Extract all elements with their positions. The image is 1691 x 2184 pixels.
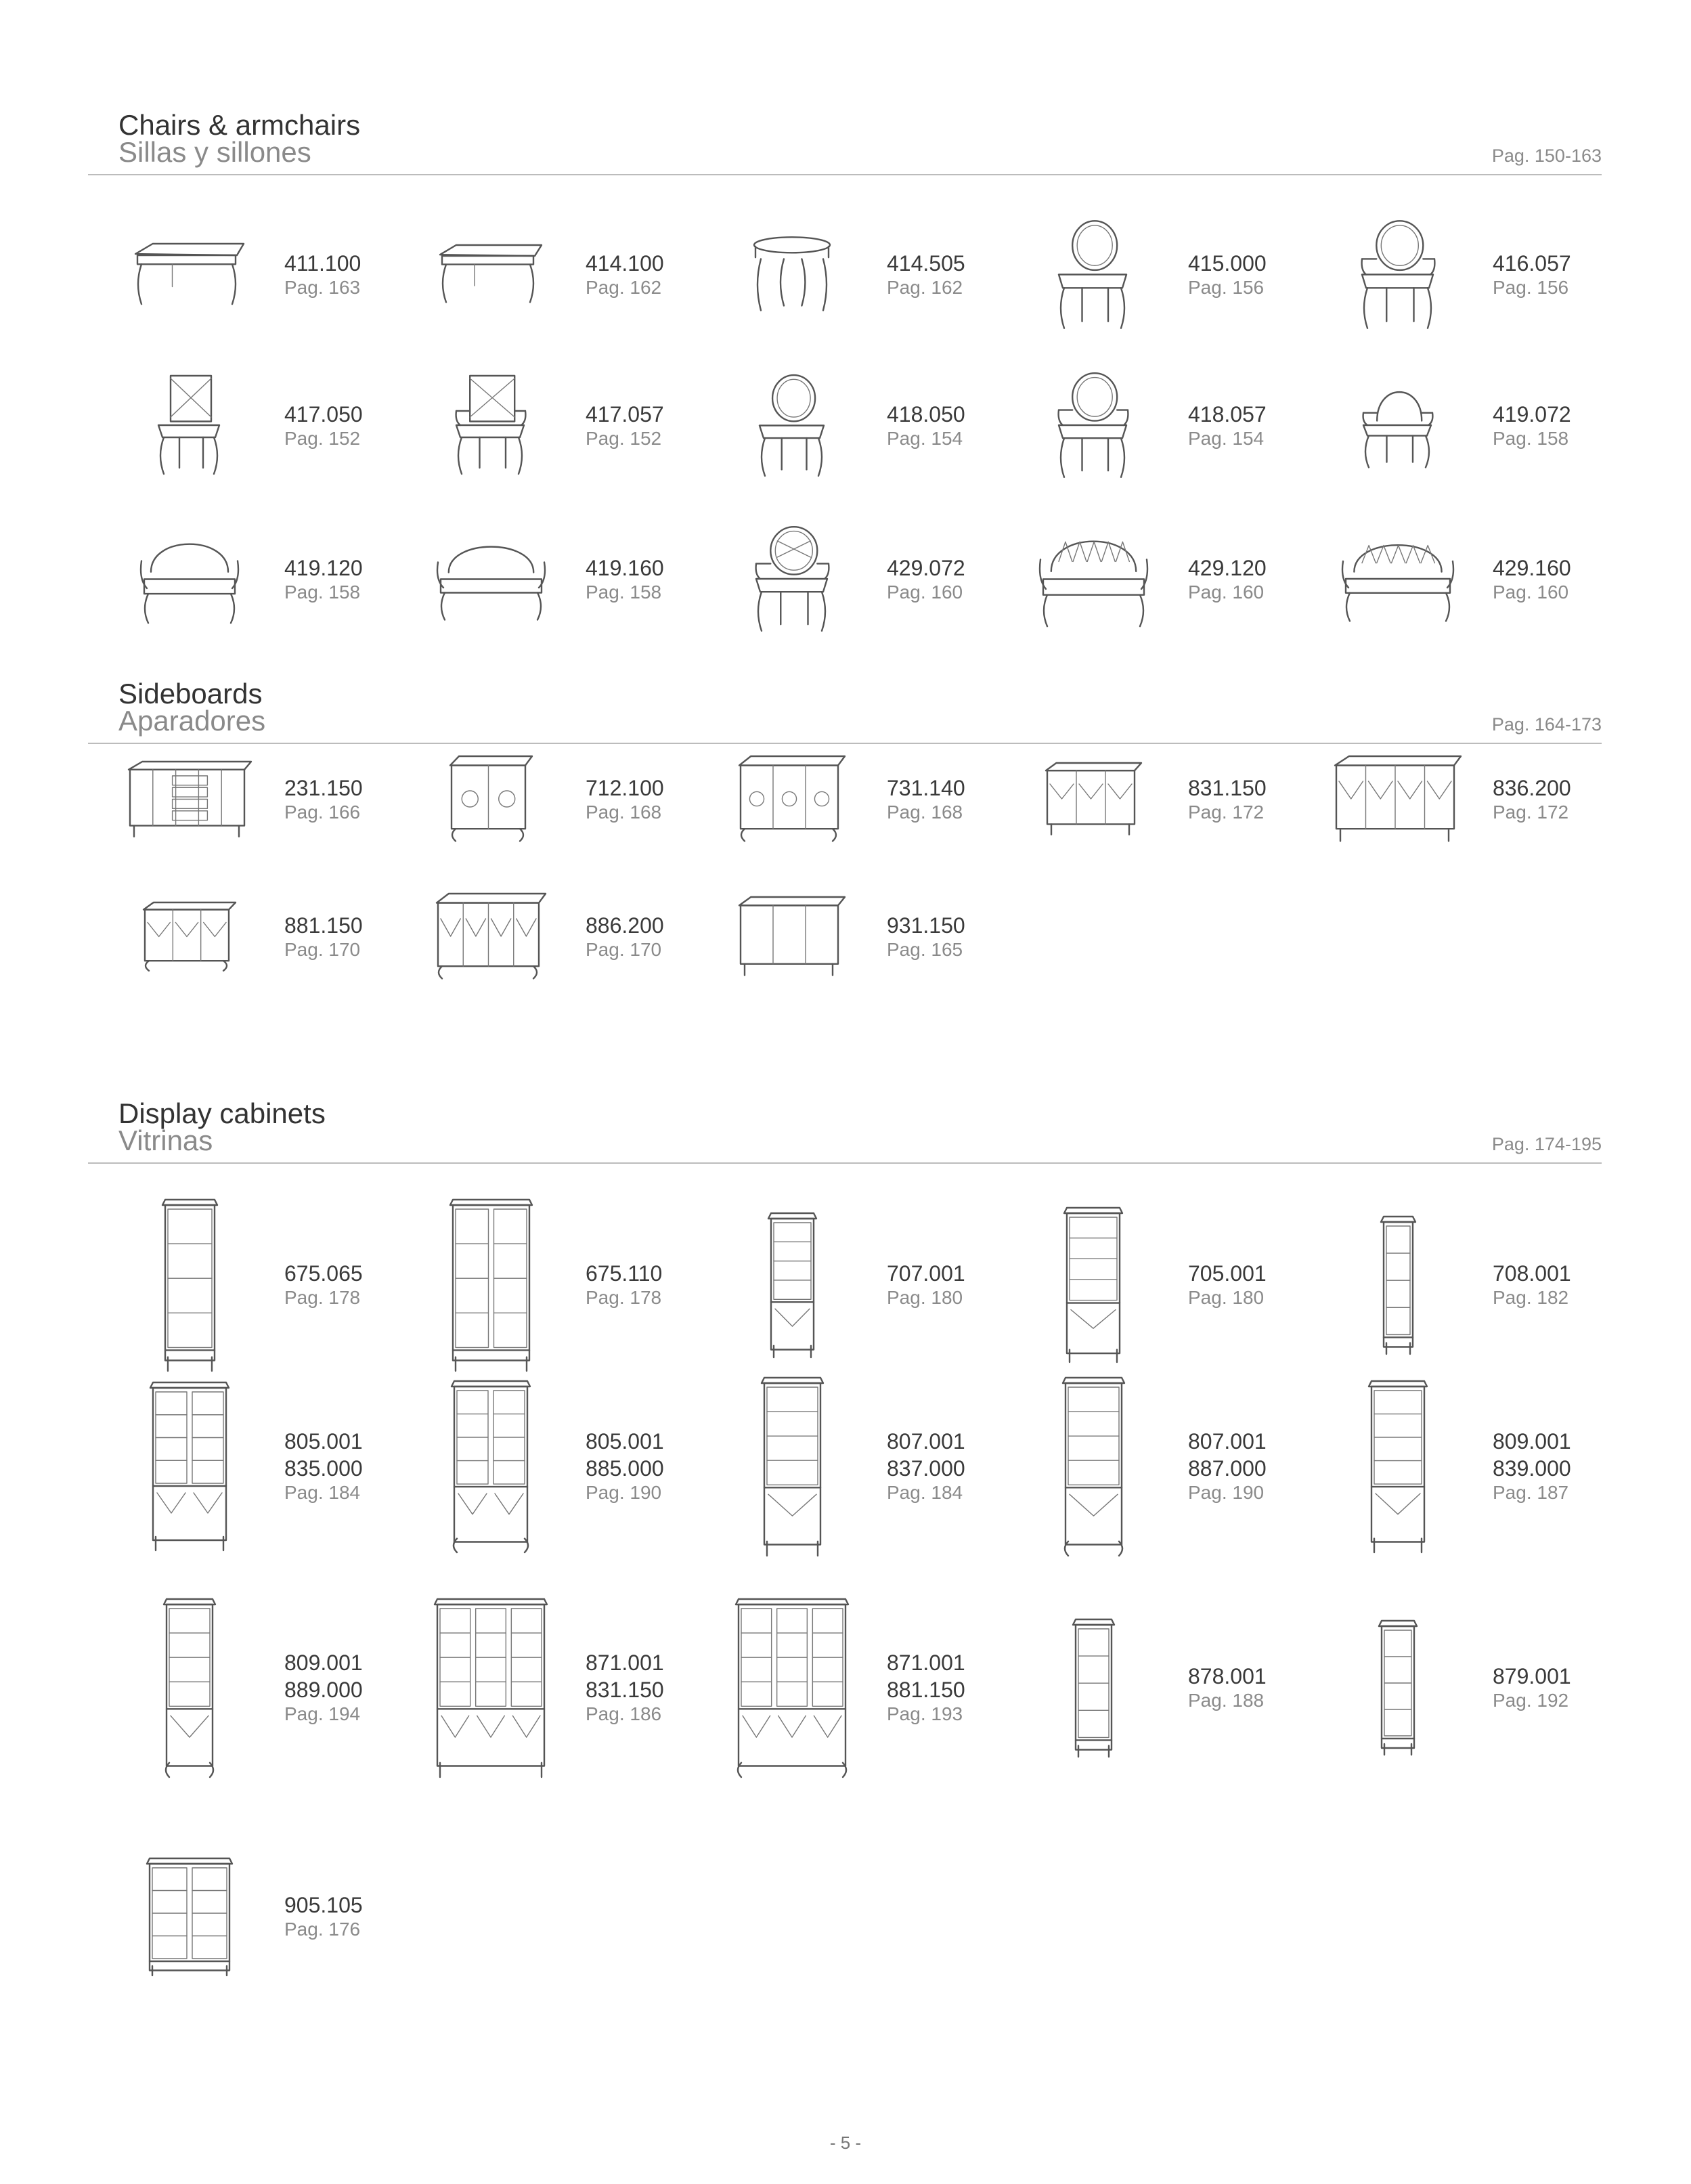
item-page-ref: Pag. 193 bbox=[887, 1703, 963, 1724]
item-page-ref: Pag. 186 bbox=[586, 1703, 662, 1724]
display-cabinet-icon bbox=[734, 1598, 850, 1777]
item-text bbox=[586, 401, 664, 450]
chair-icon bbox=[757, 373, 828, 478]
item-code: 809.001 bbox=[284, 1651, 363, 1675]
item-text bbox=[284, 774, 363, 823]
item-page-ref: Pag. 170 bbox=[284, 939, 361, 960]
item-text bbox=[284, 1649, 363, 1725]
item-page-ref: Pag. 168 bbox=[586, 802, 662, 823]
item-page-ref: Pag. 156 bbox=[1188, 277, 1265, 298]
item-text bbox=[1493, 554, 1571, 603]
section-subtitle: Aparadores bbox=[118, 705, 266, 737]
armchair-icon bbox=[1361, 381, 1435, 469]
item-code: 415.000 bbox=[1188, 251, 1267, 276]
item-page-ref: Pag. 180 bbox=[1188, 1287, 1265, 1308]
item-page-ref: Pag. 152 bbox=[586, 428, 662, 449]
display-cabinet-icon bbox=[1378, 1619, 1418, 1755]
item-text bbox=[586, 1649, 664, 1725]
item-page-ref: Pag. 187 bbox=[1493, 1482, 1569, 1503]
sideboard-icon bbox=[127, 760, 252, 838]
item-text bbox=[1493, 1260, 1571, 1309]
item-text bbox=[887, 250, 965, 299]
item-text bbox=[887, 1428, 965, 1504]
item-code: 871.001 bbox=[887, 1651, 965, 1675]
item-code: 231.150 bbox=[284, 776, 363, 800]
display-cabinet-icon bbox=[162, 1598, 217, 1777]
item-code: 419.120 bbox=[284, 556, 363, 580]
item-code: 831.150 bbox=[1188, 776, 1267, 800]
round-table-icon bbox=[751, 236, 833, 313]
armchair-icon bbox=[1359, 219, 1437, 330]
sideboard-icon bbox=[1334, 755, 1462, 843]
sofa-icon bbox=[139, 533, 240, 625]
table-icon bbox=[437, 244, 545, 305]
item-text bbox=[1188, 250, 1267, 299]
item-code: 731.140 bbox=[887, 776, 965, 800]
item-page-ref: Pag. 178 bbox=[586, 1287, 662, 1308]
display-cabinet-icon bbox=[1061, 1376, 1126, 1556]
item-code: 879.001 bbox=[1493, 1664, 1571, 1688]
item-text bbox=[887, 554, 965, 603]
item-code: 675.110 bbox=[586, 1261, 663, 1286]
item-page-ref: Pag. 160 bbox=[1188, 582, 1265, 603]
section-subtitle: Sillas y sillones bbox=[118, 136, 311, 168]
item-text bbox=[1493, 250, 1571, 299]
item-page-ref: Pag. 154 bbox=[1188, 428, 1265, 449]
item-page-ref: Pag. 156 bbox=[1493, 277, 1569, 298]
item-text bbox=[284, 912, 363, 961]
item-text bbox=[1188, 774, 1267, 823]
cross-back-chair-icon bbox=[156, 374, 223, 476]
item-text bbox=[1188, 1428, 1267, 1504]
sideboard-icon bbox=[435, 892, 547, 980]
item-text bbox=[586, 250, 664, 299]
item-text bbox=[1188, 401, 1267, 450]
item-page-ref: Pag. 188 bbox=[1188, 1690, 1265, 1711]
sideboard-icon bbox=[738, 755, 846, 843]
tufted-armchair-icon bbox=[753, 525, 831, 633]
item-code: 418.057 bbox=[1188, 402, 1267, 427]
tufted-sofa-icon bbox=[1340, 535, 1455, 623]
item-text bbox=[284, 1892, 363, 1940]
display-cabinet-icon bbox=[450, 1380, 531, 1552]
section-page-range: Pag. 150-163 bbox=[1491, 146, 1602, 166]
item-code: 417.050 bbox=[284, 402, 363, 427]
item-text bbox=[284, 250, 361, 299]
display-cabinet-icon bbox=[449, 1198, 533, 1371]
item-code: 419.160 bbox=[586, 556, 664, 580]
sideboard-icon bbox=[142, 901, 237, 972]
section-title: Chairs & armchairs bbox=[118, 109, 361, 141]
item-page-ref: Pag. 168 bbox=[887, 802, 963, 823]
item-page-ref: Pag. 184 bbox=[887, 1482, 963, 1503]
item-code: 416.057 bbox=[1493, 251, 1571, 276]
display-cabinet-icon bbox=[161, 1198, 219, 1371]
item-text bbox=[887, 912, 965, 961]
item-text bbox=[586, 1428, 664, 1504]
item-code: 881.150 bbox=[887, 1678, 965, 1702]
item-code: 805.001 bbox=[284, 1429, 363, 1454]
display-cabinet-icon bbox=[760, 1376, 825, 1556]
item-text bbox=[586, 912, 664, 961]
item-page-ref: Pag. 158 bbox=[284, 582, 361, 603]
section-subtitle: Vitrinas bbox=[118, 1124, 213, 1156]
item-code: 889.000 bbox=[284, 1678, 363, 1702]
item-page-ref: Pag. 178 bbox=[284, 1287, 361, 1308]
item-code: 905.105 bbox=[284, 1893, 363, 1917]
item-text bbox=[284, 1260, 363, 1309]
section-divider bbox=[88, 743, 1602, 744]
item-page-ref: Pag. 165 bbox=[887, 939, 963, 960]
item-page-ref: Pag. 162 bbox=[586, 277, 662, 298]
section-divider bbox=[88, 1162, 1602, 1164]
item-code: 881.150 bbox=[284, 913, 363, 938]
section-title: Display cabinets bbox=[118, 1097, 326, 1129]
item-page-ref: Pag. 172 bbox=[1188, 802, 1265, 823]
item-page-ref: Pag. 158 bbox=[1493, 428, 1569, 449]
item-page-ref: Pag. 182 bbox=[1493, 1287, 1569, 1308]
item-text bbox=[284, 554, 363, 603]
item-code: 712.100 bbox=[586, 776, 664, 800]
section-divider bbox=[88, 174, 1602, 175]
item-code: 836.200 bbox=[1493, 776, 1571, 800]
item-page-ref: Pag. 158 bbox=[586, 582, 662, 603]
item-code: 705.001 bbox=[1188, 1261, 1267, 1286]
display-cabinet-icon bbox=[1367, 1380, 1428, 1552]
item-text bbox=[1188, 554, 1267, 603]
item-text bbox=[887, 1649, 965, 1725]
item-page-ref: Pag. 192 bbox=[1493, 1690, 1569, 1711]
item-page-ref: Pag. 176 bbox=[284, 1919, 361, 1940]
item-code: 931.150 bbox=[887, 913, 965, 938]
item-text bbox=[1493, 1663, 1571, 1711]
item-code: 411.100 bbox=[284, 251, 361, 276]
item-page-ref: Pag. 172 bbox=[1493, 802, 1569, 823]
item-text bbox=[586, 1260, 662, 1309]
display-cabinet-icon bbox=[433, 1598, 548, 1777]
item-code: 708.001 bbox=[1493, 1261, 1571, 1286]
sideboard-icon bbox=[449, 755, 533, 843]
item-page-ref: Pag. 152 bbox=[284, 428, 361, 449]
item-text bbox=[887, 401, 965, 450]
item-code: 886.200 bbox=[586, 913, 664, 938]
section-page-range: Pag. 164-173 bbox=[1491, 714, 1602, 735]
display-cabinet-icon bbox=[1380, 1215, 1417, 1354]
tufted-sofa-icon bbox=[1038, 530, 1149, 628]
item-code: 871.001 bbox=[586, 1651, 664, 1675]
item-text bbox=[284, 1428, 363, 1504]
item-code: 414.100 bbox=[586, 251, 664, 276]
item-page-ref: Pag. 194 bbox=[284, 1703, 361, 1724]
item-page-ref: Pag. 154 bbox=[887, 428, 963, 449]
sideboard-icon bbox=[738, 896, 846, 977]
display-cabinet-icon bbox=[767, 1212, 818, 1357]
item-page-ref: Pag. 160 bbox=[887, 582, 963, 603]
item-page-ref: Pag. 170 bbox=[586, 939, 662, 960]
section-page-range: Pag. 174-195 bbox=[1491, 1134, 1602, 1154]
item-text bbox=[1493, 774, 1571, 823]
item-code: 429.072 bbox=[887, 556, 965, 580]
item-code: 831.150 bbox=[586, 1678, 664, 1702]
item-code: 878.001 bbox=[1188, 1664, 1267, 1688]
item-text bbox=[1493, 401, 1571, 450]
item-page-ref: Pag. 190 bbox=[586, 1482, 662, 1503]
item-code: 419.072 bbox=[1493, 402, 1571, 427]
item-code: 807.001 bbox=[887, 1429, 965, 1454]
cross-back-armchair-icon bbox=[454, 374, 528, 476]
item-code: 429.120 bbox=[1188, 556, 1267, 580]
display-cabinet-icon bbox=[1063, 1206, 1124, 1362]
armchair-icon bbox=[1056, 371, 1130, 479]
display-cabinet-icon bbox=[1072, 1618, 1116, 1757]
display-cabinet-icon bbox=[149, 1381, 230, 1550]
item-text bbox=[1188, 1663, 1267, 1711]
item-code: 675.065 bbox=[284, 1261, 363, 1286]
item-code: 414.505 bbox=[887, 251, 965, 276]
sideboard-icon bbox=[1045, 762, 1143, 836]
item-page-ref: Pag. 163 bbox=[284, 277, 361, 298]
item-page-ref: Pag. 184 bbox=[284, 1482, 361, 1503]
item-text bbox=[284, 401, 363, 450]
item-code: 835.000 bbox=[284, 1456, 363, 1481]
item-text bbox=[1493, 1428, 1571, 1504]
item-text bbox=[1188, 1260, 1267, 1309]
item-code: 807.001 bbox=[1188, 1429, 1267, 1454]
section-title: Sideboards bbox=[118, 678, 263, 709]
item-code: 809.001 bbox=[1493, 1429, 1571, 1454]
item-code: 837.000 bbox=[887, 1456, 965, 1481]
item-page-ref: Pag. 180 bbox=[887, 1287, 963, 1308]
item-text bbox=[887, 774, 965, 823]
item-text bbox=[586, 554, 664, 603]
item-page-ref: Pag. 190 bbox=[1188, 1482, 1265, 1503]
item-code: 417.057 bbox=[586, 402, 664, 427]
table-icon bbox=[132, 242, 247, 307]
item-page-ref: Pag. 166 bbox=[284, 802, 361, 823]
item-code: 839.000 bbox=[1493, 1456, 1571, 1481]
item-page-ref: Pag. 162 bbox=[887, 277, 963, 298]
display-cabinet-icon bbox=[146, 1857, 234, 1975]
item-code: 429.160 bbox=[1493, 556, 1571, 580]
page-number: - 5 - bbox=[829, 2133, 862, 2153]
item-code: 707.001 bbox=[887, 1261, 965, 1286]
item-page-ref: Pag. 160 bbox=[1493, 582, 1569, 603]
item-code: 805.001 bbox=[586, 1429, 664, 1454]
item-text bbox=[887, 1260, 965, 1309]
chair-icon bbox=[1056, 219, 1130, 330]
sofa-icon bbox=[435, 537, 547, 621]
item-code: 887.000 bbox=[1188, 1456, 1267, 1481]
item-text bbox=[586, 774, 664, 823]
item-code: 418.050 bbox=[887, 402, 965, 427]
item-code: 885.000 bbox=[586, 1456, 664, 1481]
